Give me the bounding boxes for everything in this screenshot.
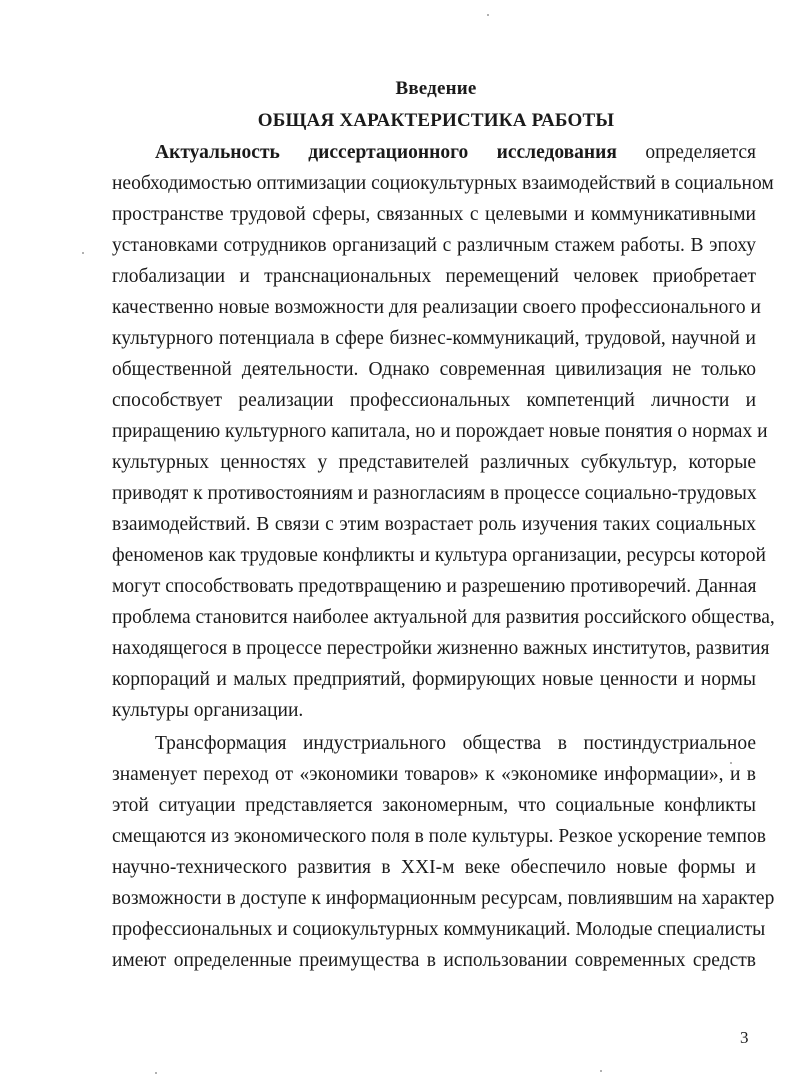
text-line: приращению культурного капитала, но и порождает новые понятия о нормах и bbox=[112, 421, 768, 442]
section-subheading: ОБЩАЯ ХАРАКТЕРИСТИКА РАБОТЫ bbox=[257, 110, 615, 131]
text-line: корпораций и малых предприятий, формирующих новые ценности и нормы bbox=[112, 669, 756, 690]
text-line: взаимодействий. В связи с этим возрастает роль изучения таких социальных bbox=[112, 514, 756, 535]
page-number: 3 bbox=[740, 1028, 749, 1047]
text-line: культуры организации. bbox=[112, 700, 304, 721]
section-heading: Введение bbox=[395, 78, 477, 99]
scan-speck bbox=[600, 1070, 602, 1072]
text-line: находящегося в процессе перестройки жизненно важных институтов, развития bbox=[112, 638, 770, 659]
text-line: возможности в доступе к информационным ресурсам, повлиявшим на характер bbox=[112, 888, 775, 909]
text-line: научно-технического развития в XXI-м веке обеспечило новые формы и bbox=[112, 857, 756, 878]
text-line: пространстве трудовой сферы, связанных с целевыми и коммуникативными bbox=[112, 204, 756, 225]
text-line: имеют определенные преимущества в использовании современных средств bbox=[112, 950, 756, 971]
text-line: глобализации и транснациональных перемещений человек приобретает bbox=[112, 266, 756, 287]
text-line: Трансформация индустриального общества в постиндустриальное bbox=[155, 733, 756, 754]
scan-speck bbox=[155, 1072, 157, 1074]
text-line: установками сотрудников организаций с различным стажем работы. В эпоху bbox=[112, 235, 756, 256]
scan-speck bbox=[487, 14, 489, 16]
text-line: феноменов как трудовые конфликты и культура организации, ресурсы которой bbox=[112, 545, 766, 566]
text-fragment: определяется bbox=[645, 142, 756, 163]
text-line: приводят к противостояниям и разногласиям в процессе социально-трудовых bbox=[112, 483, 757, 504]
bold-lead: Актуальность диссертационного исследования bbox=[155, 142, 617, 163]
text-line: знаменует переход от «экономики товаров» к «экономике информации», и в bbox=[112, 764, 756, 785]
text-line: проблема становится наиболее актуальной для развития российского общества, bbox=[112, 607, 775, 628]
scan-speck bbox=[82, 252, 84, 254]
text-line: качественно новые возможности для реализации своего профессионального и bbox=[112, 297, 761, 318]
text-line: необходимостью оптимизации социокультурных взаимодействий в социальном bbox=[112, 173, 774, 194]
text-line: культурного потенциала в сфере бизнес-коммуникаций, трудовой, научной и bbox=[112, 328, 756, 349]
text-line: смещаются из экономического поля в поле культуры. Резкое ускорение темпов bbox=[112, 826, 766, 847]
text-line: профессиональных и социокультурных коммуникаций. Молодые специалисты bbox=[112, 919, 766, 940]
text-line: этой ситуации представляется закономерным, что социальные конфликты bbox=[112, 795, 756, 816]
text-line: общественной деятельности. Однако современная цивилизация не только bbox=[112, 359, 756, 380]
text-line: культурных ценностях у представителей различных субкультур, которые bbox=[112, 452, 756, 473]
text-line: могут способствовать предотвращению и разрешению противоречий. Данная bbox=[112, 576, 757, 597]
text-line: способствует реализации профессиональных компетенций личности и bbox=[112, 390, 756, 411]
scan-speck bbox=[730, 762, 732, 764]
text-line bbox=[155, 137, 756, 168]
